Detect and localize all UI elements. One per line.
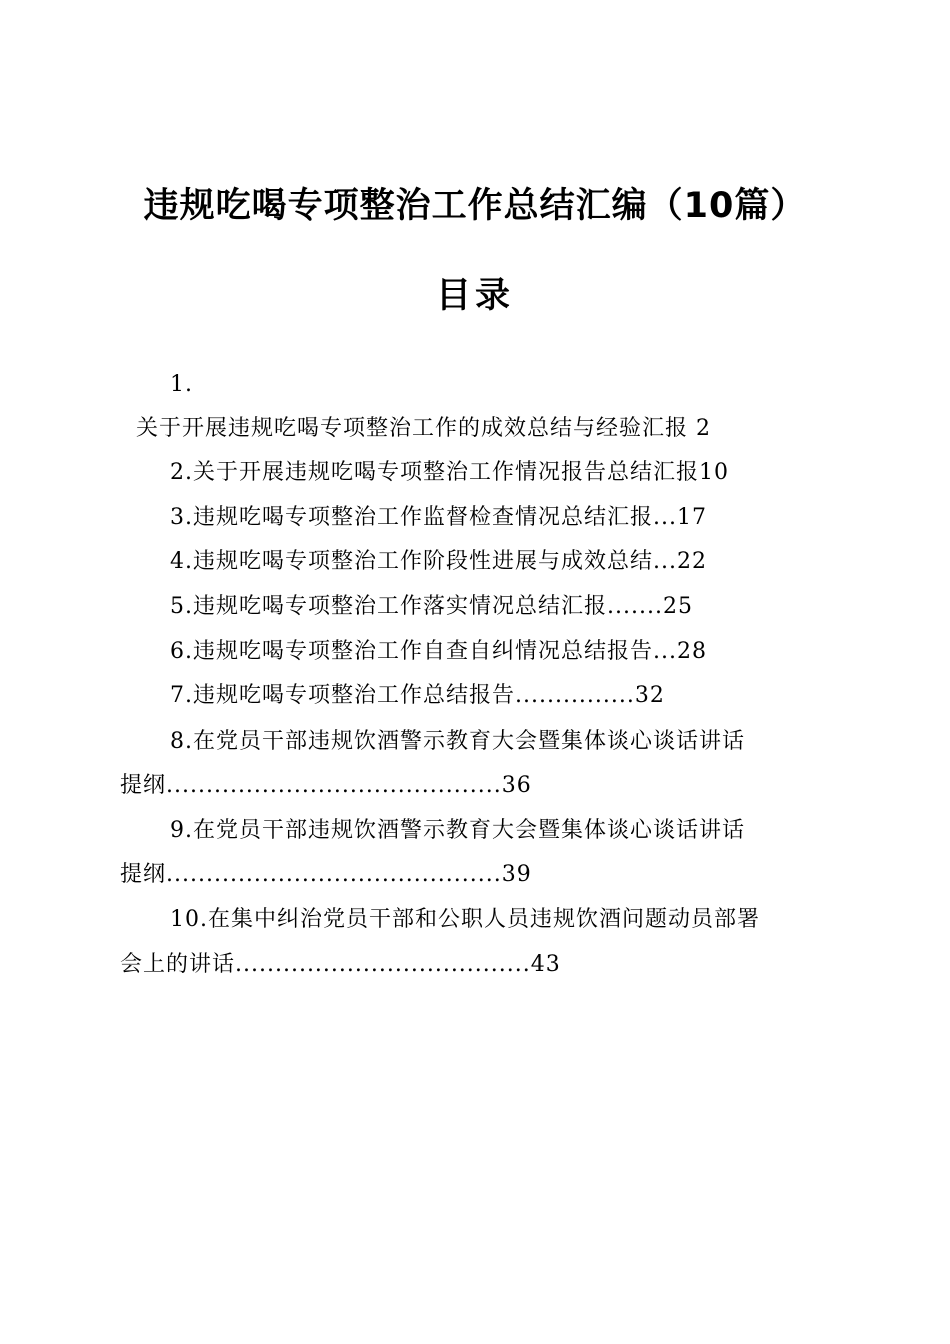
toc-entry-7: 7.违规吃喝专项整治工作总结报告...............32: [170, 683, 665, 708]
toc-heading: 目录: [435, 276, 514, 316]
toc-entry-1-number: 1.: [170, 372, 193, 397]
document-title: 违规吃喝专项整治工作总结汇编（10篇）: [143, 186, 807, 226]
toc-entry-1-text: 关于开展违规吃喝专项整治工作的成效总结与经验汇报 2: [136, 416, 711, 441]
toc-entry-10-line-2: 会上的讲话.....................................43: [120, 952, 561, 977]
toc-entry-3: 3.违规吃喝专项整治工作监督检查情况总结汇报...17: [170, 505, 707, 530]
toc-entry-9-line-1: 9.在党员干部违规饮酒警示教育大会暨集体谈心谈话讲话: [170, 818, 745, 843]
toc-entry-4: 4.违规吃喝专项整治工作阶段性进展与成效总结...22: [170, 549, 707, 574]
toc-entry-10-line-1: 10.在集中纠治党员干部和公职人员违规饮酒问题动员部署: [170, 907, 760, 932]
toc-entry-8-line-2: 提纲..........................................36: [120, 773, 532, 798]
toc-entry-5: 5.违规吃喝专项整治工作落实情况总结汇报.......25: [170, 594, 693, 619]
toc-entry-8-line-1: 8.在党员干部违规饮酒警示教育大会暨集体谈心谈话讲话: [170, 729, 745, 754]
toc-entry-6: 6.违规吃喝专项整治工作自查自纠情况总结报告...28: [170, 639, 707, 664]
toc-entry-9-line-2: 提纲..........................................39: [120, 862, 532, 887]
toc-entry-2: 2.关于开展违规吃喝专项整治工作情况报告总结汇报10: [170, 460, 729, 485]
